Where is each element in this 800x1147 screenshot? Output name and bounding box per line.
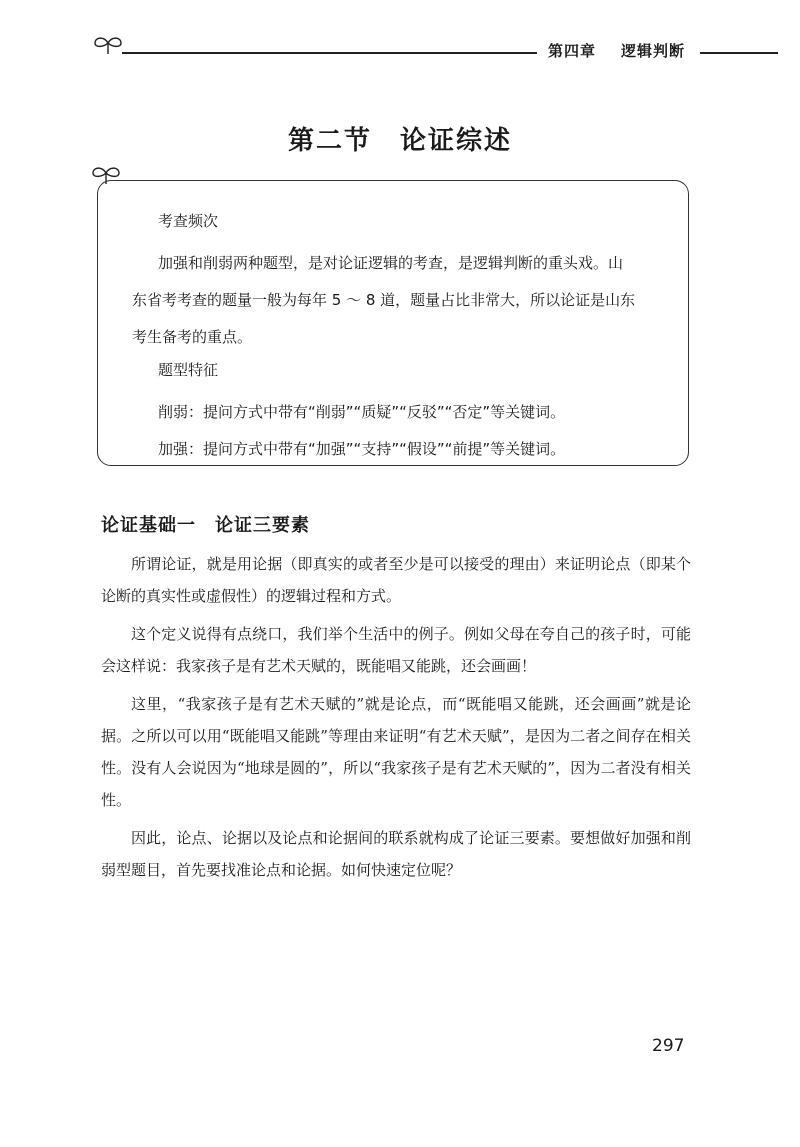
header-rule-right — [700, 52, 778, 54]
paragraph: 这个定义说得有点绕口，我们举个生活中的例子。例如父母在夸自己的孩子时，可能会这样说：我家孩子是有艺术天赋的，既能唱又能跳，还会画画！ — [101, 625, 691, 675]
subsection-title: 论证基础一 论证三要素 — [101, 515, 310, 536]
features-heading: 题型特征 — [158, 361, 219, 379]
sprout-icon — [92, 34, 124, 56]
paragraph: 这里，“我家孩子是有艺术天赋的”就是论点，而“既能唱又能跳，还会画画”就是论据。之所以可以用“既能唱又能跳”等理由来证明“有艺术天赋”，是因为二者之间存在相关性。没有人会说因为“地球是圆的”，所以“我家孩子是有艺术天赋的”，因为二者没有相关性。 — [101, 695, 691, 809]
frequency-heading: 考查频次 — [158, 212, 219, 230]
chapter-label: 第四章 — [548, 42, 597, 60]
frequency-line-3: 考生备考的重点。 — [132, 328, 253, 346]
weaken-feature: 削弱：提问方式中带有“削弱”“质疑”“反驳”“否定”等关键词。 — [158, 403, 566, 421]
body-text — [101, 548, 691, 892]
section-title: 第二节 论证综述 — [287, 126, 512, 156]
paragraph: 所谓论证，就是用论据（即真实的或者至少是可以接受的理由）来证明论点（即某个论断的真实性或虚假性）的逻辑过程和方式。 — [101, 555, 691, 605]
exam-info-box — [97, 180, 689, 466]
chapter-title: 逻辑判断 — [620, 42, 685, 60]
frequency-line-2: 东省考考查的题量一般为每年 5 ～ 8 道，题量占比非常大，所以论证是山东 — [132, 291, 636, 309]
page-number: 297 — [652, 1036, 685, 1056]
frequency-line-1: 加强和削弱两种题型，是对论证逻辑的考查，是逻辑判断的重头戏。山 — [158, 254, 624, 272]
strengthen-feature: 加强：提问方式中带有“加强”“支持”“假设”“前提”等关键词。 — [158, 440, 566, 458]
chapter-header — [548, 40, 685, 61]
header-rule — [122, 52, 537, 54]
paragraph: 因此，论点、论据以及论点和论据间的联系就构成了论证三要素。要想做好加强和削弱型题目，首先要找准论点和论据。如何快速定位呢？ — [101, 829, 691, 879]
